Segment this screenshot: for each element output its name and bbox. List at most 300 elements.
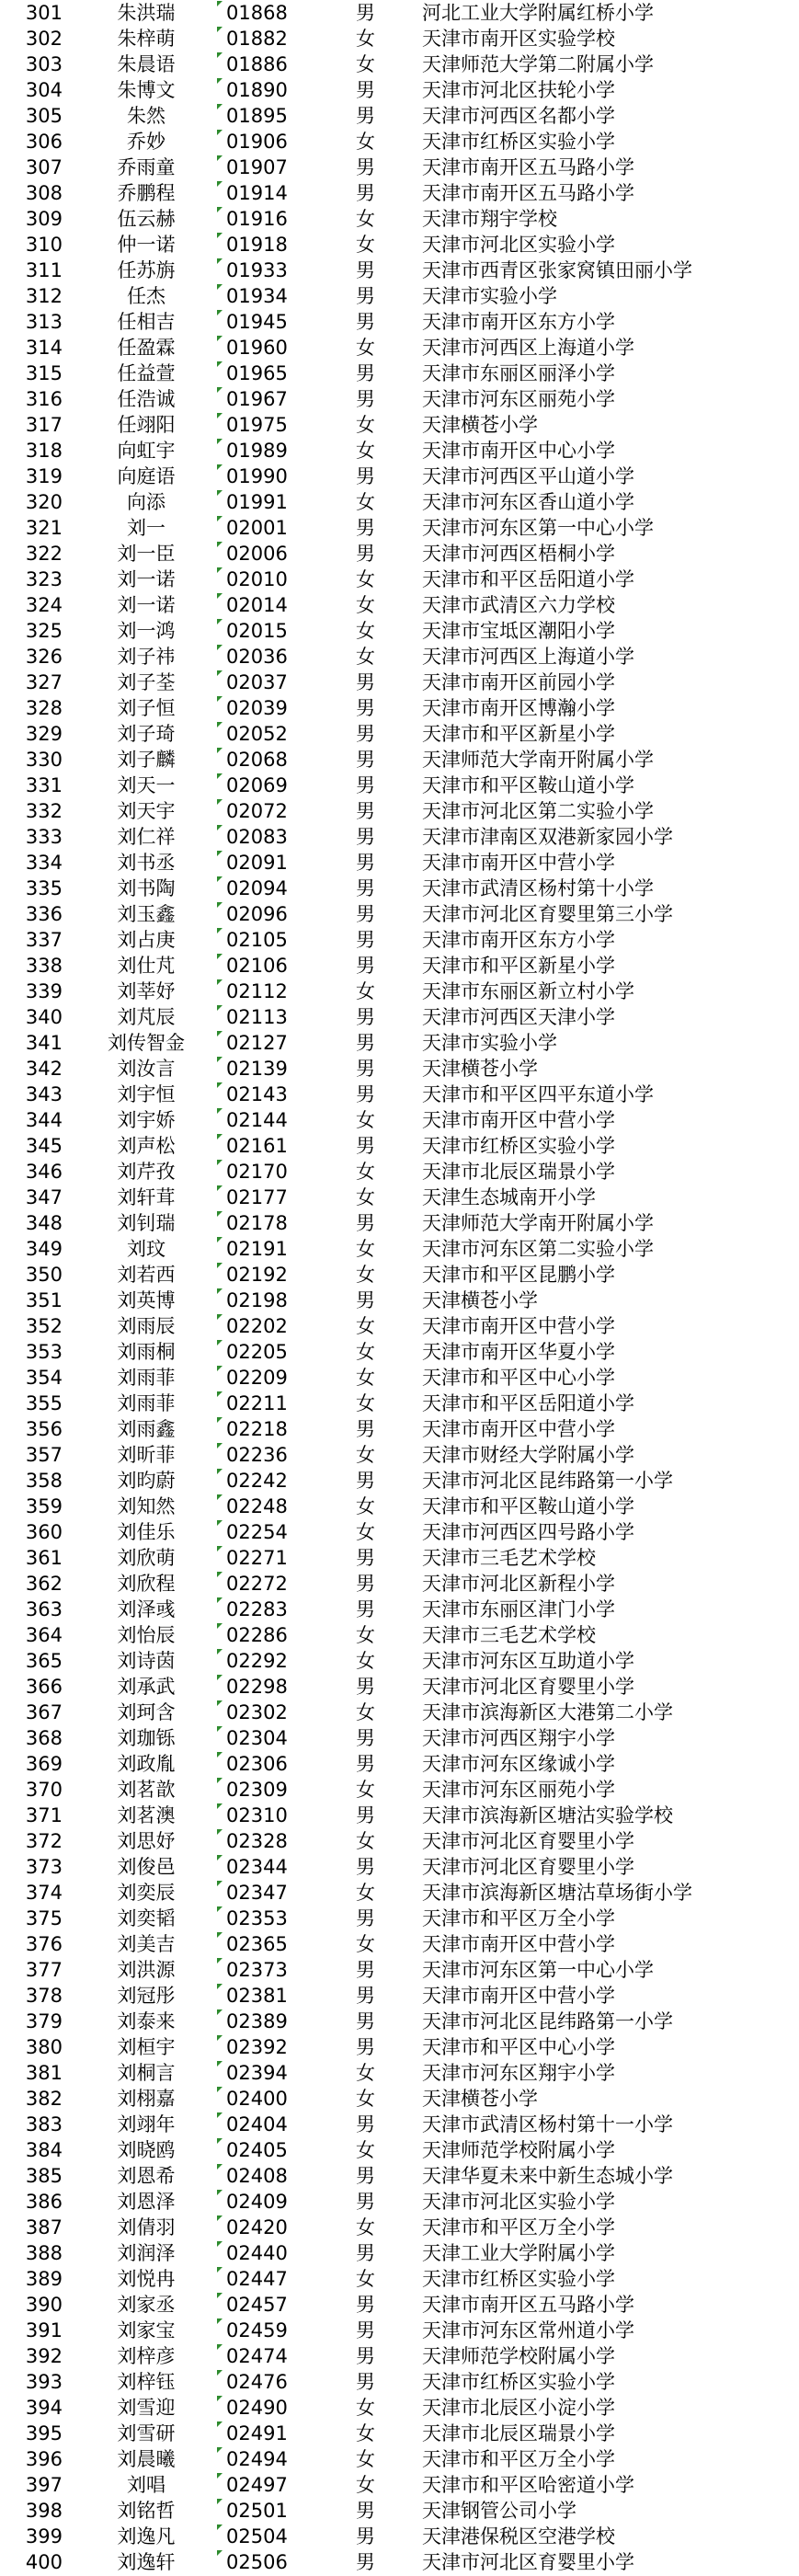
student-name: 刘莘妤 (117, 980, 176, 1002)
school-name: 天津市东丽区新立村小学 (422, 980, 634, 1002)
student-name: 刘钊瑞 (117, 1212, 176, 1234)
student-id: 02105 (226, 929, 288, 951)
table-row (0, 2137, 799, 2163)
student-id: 02094 (226, 877, 288, 899)
cell-indicator-icon (217, 2087, 223, 2092)
school-name: 天津市河北区实验小学 (422, 2191, 615, 2213)
gender: 男 (356, 1985, 375, 2007)
row-number: 359 (25, 1495, 63, 1517)
school-name: 天津市南开区博瀚小学 (422, 697, 615, 719)
student-id: 01967 (226, 388, 288, 410)
gender: 男 (356, 1083, 375, 1105)
row-number: 349 (25, 1238, 63, 1260)
gender: 女 (356, 1882, 375, 1904)
cell-indicator-icon (217, 1211, 223, 1217)
student-id: 02143 (226, 1083, 288, 1105)
student-name: 刘洪源 (117, 1959, 176, 1981)
row-number: 366 (25, 1676, 63, 1698)
student-name: 刘雨桐 (117, 1341, 176, 1363)
gender: 男 (356, 1676, 375, 1698)
gender: 男 (356, 2500, 375, 2522)
student-name: 刘家宝 (117, 2319, 176, 2341)
table-row (0, 464, 799, 489)
cell-indicator-icon (217, 413, 223, 418)
student-name: 刘晨曦 (117, 2448, 176, 2470)
cell-indicator-icon (217, 1803, 223, 1809)
gender: 男 (356, 955, 375, 977)
student-id: 02198 (226, 1289, 288, 1311)
row-number: 360 (25, 1521, 63, 1543)
student-id: 02037 (226, 671, 288, 693)
gender: 女 (356, 1367, 375, 1389)
gender: 男 (356, 723, 375, 745)
row-number: 371 (25, 1804, 63, 1826)
cell-indicator-icon (217, 2190, 223, 2195)
cell-indicator-icon (217, 1160, 223, 1165)
student-name: 刘诗茵 (117, 1650, 176, 1672)
student-id: 01991 (226, 491, 288, 513)
gender: 女 (356, 208, 375, 230)
gender: 女 (356, 568, 375, 590)
row-number: 301 (25, 2, 63, 24)
gender: 女 (356, 1444, 375, 1466)
gender: 女 (356, 1315, 375, 1337)
table-row (0, 2421, 799, 2446)
table-row (0, 798, 799, 824)
row-number: 334 (25, 852, 63, 874)
student-id: 02192 (226, 1264, 288, 1286)
student-name: 刘知然 (117, 1495, 176, 1517)
gender: 女 (356, 1495, 375, 1517)
student-id: 02344 (226, 1856, 288, 1878)
gender: 女 (356, 980, 375, 1002)
student-id: 02309 (226, 1779, 288, 1801)
school-name: 天津市河北区育婴里小学 (422, 2551, 634, 2573)
gender: 男 (356, 388, 375, 410)
cell-indicator-icon (217, 1700, 223, 1706)
table-row (0, 2034, 799, 2060)
cell-indicator-icon (217, 1314, 223, 1320)
gender: 女 (356, 646, 375, 668)
cell-indicator-icon (217, 1752, 223, 1757)
student-id: 02504 (226, 2525, 288, 2547)
student-name: 刘仁祥 (117, 826, 176, 848)
row-number: 344 (25, 1109, 63, 1131)
cell-indicator-icon (217, 1417, 223, 1423)
student-name: 刘恩希 (117, 2165, 176, 2187)
row-number: 389 (25, 2268, 63, 2290)
table-row (0, 515, 799, 541)
student-id: 01965 (226, 362, 288, 384)
table-row (0, 2472, 799, 2498)
gender: 男 (356, 697, 375, 719)
gender: 女 (356, 2216, 375, 2238)
row-number: 398 (25, 2500, 63, 2522)
gender: 女 (356, 2268, 375, 2290)
gender: 女 (356, 2062, 375, 2084)
student-name: 刘美吉 (117, 1933, 176, 1955)
student-name: 刘梓钰 (117, 2371, 176, 2393)
table-row (0, 773, 799, 798)
student-id: 01886 (226, 53, 288, 75)
row-number: 361 (25, 1547, 63, 1569)
cell-indicator-icon (217, 1572, 223, 1577)
school-name: 天津市武清区杨村第十小学 (422, 877, 654, 899)
cell-indicator-icon (217, 130, 223, 135)
gender: 女 (356, 1933, 375, 1955)
student-name: 刘芃辰 (117, 1006, 176, 1028)
student-name: 刘珈铄 (117, 1727, 176, 1749)
table-row (0, 77, 799, 103)
school-name: 天津市河北区育婴里第三小学 (422, 903, 673, 925)
row-number: 386 (25, 2191, 63, 2213)
school-name: 天津市和平区新星小学 (422, 723, 615, 745)
gender: 男 (356, 1289, 375, 1311)
row-number: 313 (25, 311, 63, 333)
school-name: 天津市津南区双港新家园小学 (422, 826, 673, 848)
student-id: 02381 (226, 1985, 288, 2007)
student-id: 02457 (226, 2294, 288, 2316)
cell-indicator-icon (217, 2293, 223, 2298)
gender: 女 (356, 53, 375, 75)
gender: 女 (356, 1341, 375, 1363)
cell-indicator-icon (217, 1649, 223, 1654)
table-row (0, 2395, 799, 2421)
gender: 女 (356, 1624, 375, 1646)
row-number: 316 (25, 388, 63, 410)
table-row (0, 927, 799, 953)
gender: 男 (356, 2294, 375, 2316)
table-row (0, 2215, 799, 2240)
row-number: 382 (25, 2088, 63, 2110)
student-id: 01882 (226, 28, 288, 50)
student-name: 任杰 (127, 285, 166, 307)
gender: 男 (356, 1598, 375, 1620)
gender: 男 (356, 2010, 375, 2032)
gender: 男 (356, 2036, 375, 2058)
school-name: 天津市南开区中营小学 (422, 1985, 615, 2007)
student-name: 刘润泽 (117, 2242, 176, 2264)
cell-indicator-icon (217, 1855, 223, 1860)
student-name: 刘家丞 (117, 2294, 176, 2316)
gender: 男 (356, 774, 375, 796)
row-number: 372 (25, 1830, 63, 1852)
cell-indicator-icon (217, 361, 223, 367)
row-number: 304 (25, 79, 63, 101)
row-number: 345 (25, 1135, 63, 1157)
school-name: 天津市滨海新区大港第二小学 (422, 1701, 673, 1723)
student-id: 02096 (226, 903, 288, 925)
gender: 男 (356, 465, 375, 487)
gender: 男 (356, 259, 375, 281)
table-row (0, 1236, 799, 1262)
table-row (0, 824, 799, 850)
student-name: 刘奕韬 (117, 1907, 176, 1929)
cell-indicator-icon (217, 593, 223, 599)
school-name: 天津市河北区育婴里小学 (422, 1676, 634, 1698)
school-name: 天津市南开区中营小学 (422, 1315, 615, 1337)
cell-indicator-icon (217, 104, 223, 109)
student-id: 02139 (226, 1058, 288, 1080)
table-row (0, 1906, 799, 1931)
gender: 男 (356, 2319, 375, 2341)
row-number: 321 (25, 517, 63, 539)
student-name: 刘雨辰 (117, 1315, 176, 1337)
cell-indicator-icon (217, 696, 223, 702)
cell-indicator-icon (217, 1288, 223, 1294)
cell-indicator-icon (217, 52, 223, 58)
gender: 男 (356, 182, 375, 204)
cell-indicator-icon (217, 1134, 223, 1139)
gender: 男 (356, 1573, 375, 1595)
student-id: 02400 (226, 2088, 288, 2110)
school-name: 天津市三毛艺术学校 (422, 1624, 596, 1646)
student-name: 刘宇恒 (117, 1083, 176, 1105)
cell-indicator-icon (217, 516, 223, 521)
row-number: 397 (25, 2474, 63, 2496)
table-row (0, 2446, 799, 2472)
row-number: 379 (25, 2010, 63, 2032)
table-row (0, 1185, 799, 1210)
table-row (0, 2498, 799, 2524)
student-id: 02036 (226, 646, 288, 668)
student-name: 乔妙 (127, 131, 166, 153)
table-row (0, 1416, 799, 1442)
table-row (0, 412, 799, 438)
gender: 男 (356, 1006, 375, 1028)
row-number: 307 (25, 156, 63, 178)
row-number: 350 (25, 1264, 63, 1286)
gender: 男 (356, 543, 375, 565)
school-name: 天津市河北区扶轮小学 (422, 79, 615, 101)
school-name: 天津市河东区常州道小学 (422, 2319, 634, 2341)
student-id: 02211 (226, 1392, 288, 1414)
cell-indicator-icon (217, 258, 223, 264)
table-row (0, 335, 799, 361)
table-row (0, 26, 799, 52)
row-number: 394 (25, 2397, 63, 2419)
cell-indicator-icon (217, 2164, 223, 2170)
gender: 男 (356, 903, 375, 925)
cell-indicator-icon (217, 2035, 223, 2041)
cell-indicator-icon (217, 1881, 223, 1886)
school-name: 天津市和平区万全小学 (422, 1907, 615, 1929)
table-row (0, 1468, 799, 1494)
row-number: 320 (25, 491, 63, 513)
cell-indicator-icon (217, 1675, 223, 1680)
school-name: 天津市河西区上海道小学 (422, 337, 634, 359)
school-name: 天津市南开区华夏小学 (422, 1341, 615, 1363)
student-id: 02113 (226, 1006, 288, 1028)
school-name: 天津市河西区平山道小学 (422, 465, 634, 487)
school-name: 天津市武清区杨村第十一小学 (422, 2113, 673, 2135)
school-name: 天津市河西区翔宇小学 (422, 1727, 615, 1749)
gender: 男 (356, 1907, 375, 1929)
student-name: 刘泽彧 (117, 1598, 176, 1620)
school-name: 天津市南开区实验学校 (422, 28, 615, 50)
cell-indicator-icon (217, 2499, 223, 2504)
student-name: 刘欣程 (117, 1573, 176, 1595)
table-row (0, 2369, 799, 2395)
row-number: 395 (25, 2422, 63, 2444)
table-row (0, 52, 799, 77)
student-id: 02298 (226, 1676, 288, 1698)
student-id: 02127 (226, 1032, 288, 1054)
row-number: 330 (25, 749, 63, 771)
table-row (0, 1262, 799, 1288)
row-number: 302 (25, 28, 63, 50)
student-name: 刘占庚 (117, 929, 176, 951)
student-id: 02328 (226, 1830, 288, 1852)
student-name: 刘一 (127, 517, 166, 539)
student-id: 02405 (226, 2139, 288, 2161)
gender: 女 (356, 2397, 375, 2419)
cell-indicator-icon (217, 2447, 223, 2453)
school-name: 天津市河东区丽苑小学 (422, 1779, 615, 1801)
row-number: 346 (25, 1161, 63, 1183)
student-name: 刘玉鑫 (117, 903, 176, 925)
gender: 男 (356, 311, 375, 333)
table-row (0, 129, 799, 155)
school-name: 天津市河东区丽苑小学 (422, 388, 615, 410)
student-name: 任相吉 (117, 311, 176, 333)
student-name: 刘政胤 (117, 1753, 176, 1775)
school-name: 天津市南开区中营小学 (422, 1933, 615, 1955)
table-row (0, 1030, 799, 1056)
row-number: 358 (25, 1470, 63, 1492)
student-id: 02459 (226, 2319, 288, 2341)
student-id: 02389 (226, 2010, 288, 2032)
student-id: 02408 (226, 2165, 288, 2187)
school-name: 天津市河东区香山道小学 (422, 491, 634, 513)
student-name: 刘奕辰 (117, 1882, 176, 1904)
school-name: 天津市河西区天津小学 (422, 1006, 615, 1028)
student-id: 02106 (226, 955, 288, 977)
school-name: 天津市北辰区瑞景小学 (422, 2422, 615, 2444)
student-name: 刘书丞 (117, 852, 176, 874)
student-id: 02218 (226, 1418, 288, 1440)
row-number: 326 (25, 646, 63, 668)
school-name: 天津市宝坻区潮阳小学 (422, 620, 615, 642)
student-name: 刘一臣 (117, 543, 176, 565)
student-id: 01933 (226, 259, 288, 281)
cell-indicator-icon (217, 979, 223, 985)
table-row (0, 1700, 799, 1725)
student-id: 02170 (226, 1161, 288, 1183)
row-number: 335 (25, 877, 63, 899)
row-number: 393 (25, 2371, 63, 2393)
school-name: 天津横苍小学 (422, 414, 538, 436)
student-id: 02494 (226, 2448, 288, 2470)
student-id: 02254 (226, 1521, 288, 1543)
row-number: 369 (25, 1753, 63, 1775)
student-name: 向虹宇 (117, 440, 176, 462)
cell-indicator-icon (217, 2421, 223, 2427)
student-name: 朱洪瑞 (117, 2, 176, 24)
table-row (0, 1159, 799, 1185)
table-row (0, 2189, 799, 2215)
table-row (0, 1828, 799, 1854)
table-row (0, 670, 799, 695)
row-number: 353 (25, 1341, 63, 1363)
cell-indicator-icon (217, 181, 223, 187)
row-number: 357 (25, 1444, 63, 1466)
table-row (0, 695, 799, 721)
row-number: 374 (25, 1882, 63, 1904)
school-name: 天津市南开区东方小学 (422, 311, 615, 333)
school-name: 天津市和平区万全小学 (422, 2216, 615, 2238)
row-number: 341 (25, 1032, 63, 1054)
row-number: 363 (25, 1598, 63, 1620)
student-id: 02373 (226, 1959, 288, 1981)
table-row (0, 180, 799, 206)
table-row (0, 361, 799, 386)
row-number: 323 (25, 568, 63, 590)
table-row (0, 1803, 799, 1828)
school-name: 天津市三毛艺术学校 (422, 1547, 596, 1569)
student-id: 01975 (226, 414, 288, 436)
student-id: 02191 (226, 1238, 288, 1260)
cell-indicator-icon (217, 1, 223, 6)
school-name: 天津市红桥区实验小学 (422, 1135, 615, 1157)
row-number: 352 (25, 1315, 63, 1337)
gender: 女 (356, 337, 375, 359)
student-id: 01945 (226, 311, 288, 333)
student-name: 刘雨菲 (117, 1392, 176, 1414)
table-row (0, 592, 799, 618)
school-name: 天津市和平区新星小学 (422, 955, 615, 977)
student-name: 刘子麟 (117, 749, 176, 771)
gender: 男 (356, 1727, 375, 1749)
row-number: 333 (25, 826, 63, 848)
school-name: 天津市翔宇学校 (422, 208, 557, 230)
student-id: 02490 (226, 2397, 288, 2419)
table-row (0, 0, 799, 26)
student-id: 01916 (226, 208, 288, 230)
row-number: 319 (25, 465, 63, 487)
student-id: 02083 (226, 826, 288, 848)
row-number: 314 (25, 337, 63, 359)
student-name: 刘天一 (117, 774, 176, 796)
gender: 男 (356, 2242, 375, 2264)
gender: 女 (356, 620, 375, 642)
school-name: 天津师范学校附属小学 (422, 2139, 615, 2161)
school-name: 天津市河西区上海道小学 (422, 646, 634, 668)
student-name: 刘欣萌 (117, 1547, 176, 1569)
table-row (0, 2086, 799, 2112)
gender: 女 (356, 1238, 375, 1260)
student-id: 02010 (226, 568, 288, 590)
gender: 女 (356, 2088, 375, 2110)
student-id: 02497 (226, 2474, 288, 2496)
student-name: 刘子祎 (117, 646, 176, 668)
school-name: 天津市南开区五马路小学 (422, 2294, 634, 2316)
cell-indicator-icon (217, 748, 223, 753)
school-name: 天津市南开区五马路小学 (422, 182, 634, 204)
student-id: 02501 (226, 2500, 288, 2522)
school-name: 天津师范大学第二附属小学 (422, 53, 654, 75)
school-name: 天津市和平区万全小学 (422, 2448, 615, 2470)
gender: 男 (356, 1212, 375, 1234)
table-row (0, 2292, 799, 2318)
row-number: 317 (25, 414, 63, 436)
school-name: 天津市河北区昆纬路第一小学 (422, 2010, 673, 2032)
cell-indicator-icon (217, 670, 223, 676)
school-name: 天津市滨海新区塘沽实验学校 (422, 1804, 673, 1826)
school-name: 天津市武清区六力学校 (422, 594, 615, 616)
cell-indicator-icon (217, 1340, 223, 1345)
gender: 男 (356, 1804, 375, 1826)
